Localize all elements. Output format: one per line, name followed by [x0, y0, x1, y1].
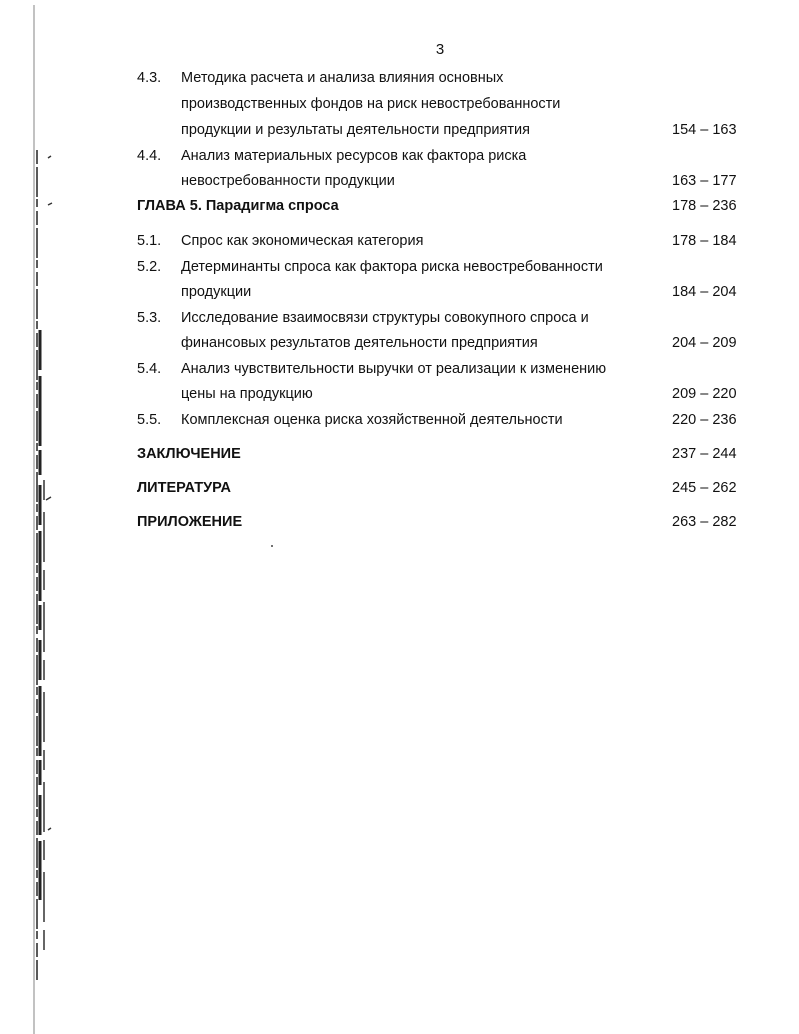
- toc-pages-4-3: 154 – 163: [672, 122, 737, 138]
- toc-pages-conclusion: 237 – 244: [672, 446, 737, 462]
- toc-literature-title: ЛИТЕРАТУРА: [137, 480, 232, 496]
- toc-entry-4-3-line-2: производственных фондов на риск невостребованности: [181, 96, 561, 112]
- toc-pages-4-4: 163 – 177: [672, 173, 737, 189]
- toc-entry-4-4-line-2: невостребованности продукции: [181, 173, 395, 189]
- toc-number-5-5: 5.5.: [137, 412, 162, 428]
- toc-entry-5-1-line-1: Спрос как экономическая категория: [181, 233, 424, 249]
- toc-entry-5-3-line-1: Исследование взаимосвязи структуры совокупного спроса и: [181, 310, 589, 326]
- toc-number-4-3: 4.3.: [137, 70, 162, 86]
- toc-pages-5-3: 204 – 209: [672, 335, 737, 351]
- toc-entry-4-3-line-1: Методика расчета и анализа влияния основных: [181, 70, 504, 86]
- toc-number-5-3: 5.3.: [137, 310, 162, 326]
- toc-number-5-1: 5.1.: [137, 233, 162, 249]
- toc-entry-5-2-line-1: Детерминанты спроса как фактора риска невостребованности: [181, 259, 603, 275]
- toc-pages-5-1: 178 – 184: [672, 233, 737, 249]
- toc-entry-5-5-line-1: Комплексная оценка риска хозяйственной деятельности: [181, 412, 563, 428]
- toc-pages-5-5: 220 – 236: [672, 412, 737, 428]
- toc-appendix-title: ПРИЛОЖЕНИЕ: [137, 514, 243, 530]
- toc-entry-4-3-line-3: продукции и результаты деятельности предприятия: [181, 122, 530, 138]
- toc-entry-4-4-line-1: Анализ материальных ресурсов как фактора риска: [181, 148, 527, 164]
- toc-pages-appendix: 263 – 282: [672, 514, 737, 530]
- scan-speck: [271, 545, 273, 547]
- toc-entry-5-2-line-2: продукции: [181, 284, 252, 300]
- toc-entry-5-3-line-2: финансовых результатов деятельности предприятия: [181, 335, 538, 351]
- toc-pages-5-2: 184 – 204: [672, 284, 737, 300]
- toc-entry-5-4-line-1: Анализ чувствительности выручки от реализации к изменению: [181, 361, 607, 377]
- toc-number-5-2: 5.2.: [137, 259, 162, 275]
- toc-pages-literature: 245 – 262: [672, 480, 737, 496]
- toc-number-4-4: 4.4.: [137, 148, 162, 164]
- toc-chapter-5-title: ГЛАВА 5. Парадигма спроса: [137, 198, 339, 214]
- toc-pages-chapter-5: 178 – 236: [672, 198, 737, 214]
- page-number: 3: [435, 41, 445, 58]
- toc-conclusion-title: ЗАКЛЮЧЕНИЕ: [137, 446, 241, 462]
- toc-number-5-4: 5.4.: [137, 361, 162, 377]
- toc-entry-5-4-line-2: цены на продукцию: [181, 386, 313, 402]
- toc-pages-5-4: 209 – 220: [672, 386, 737, 402]
